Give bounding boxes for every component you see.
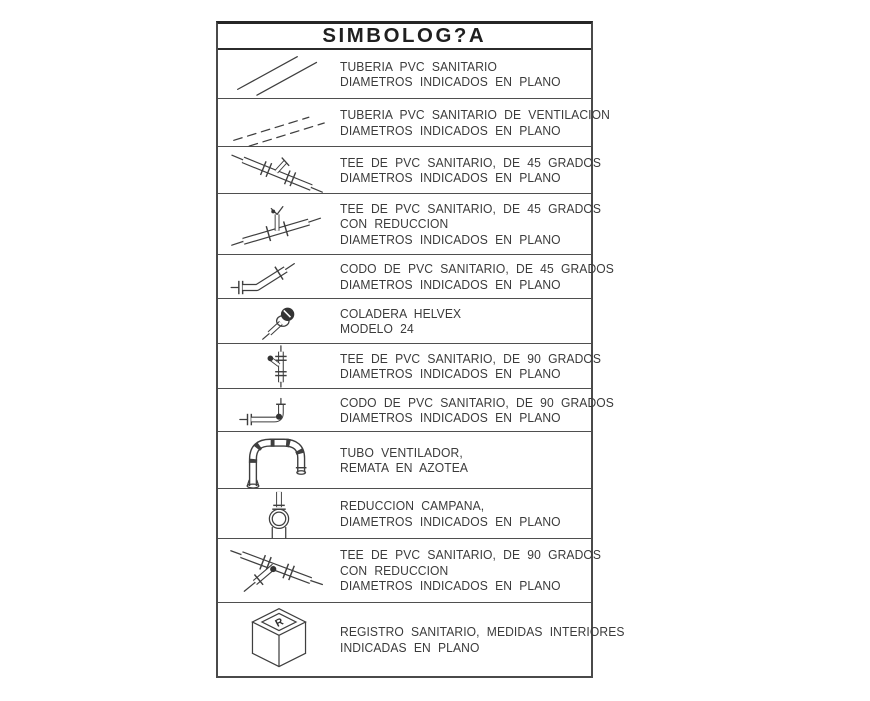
- row-text-line: TUBERIA PVC SANITARIO: [340, 58, 497, 74]
- row-text-line: TEE DE PVC SANITARIO, DE 45 GRADOS: [340, 200, 602, 216]
- row-text-line: TUBO VENTILADOR,: [340, 444, 463, 460]
- legend-row-tee-90: [218, 343, 602, 388]
- tee-90-icon: [218, 344, 340, 388]
- tubo-ventilador-icon: [218, 432, 340, 488]
- row-text-line: CODO DE PVC SANITARIO, DE 45 GRADOS: [340, 261, 614, 276]
- row-text-line: MODELO 24: [340, 321, 414, 336]
- registro-label: R: [273, 616, 286, 630]
- legend-row-registro-sanitario: [218, 602, 625, 676]
- tee-90-reduccion-icon: [218, 542, 340, 600]
- sanitary-pipe-solid-line-icon: [218, 49, 340, 99]
- legend-title: SIMBOLOG?A: [322, 24, 487, 47]
- row-text-line: DIAMETROS INDICADOS EN PLANO: [340, 74, 561, 89]
- tee-45-reduccion-icon: [218, 196, 340, 252]
- legend-header: [218, 24, 591, 50]
- row-text-line: TEE DE PVC SANITARIO, DE 45 GRADOS: [340, 154, 602, 170]
- legend-row-coladera: [218, 298, 591, 343]
- row-text-line: DIAMETROS INDICADOS EN PLANO: [340, 410, 561, 425]
- row-text-line: DIAMETROS INDICADOS EN PLANO: [340, 276, 561, 292]
- row-text-line: REMATA EN AZOTEA: [340, 460, 469, 475]
- row-text-line: DIAMETROS INDICADOS EN PLANO: [340, 231, 561, 247]
- codo-90-icon: [218, 389, 340, 431]
- legend-row-tee-90-reduccion: [218, 538, 602, 602]
- row-text-line: DIAMETROS INDICADOS EN PLANO: [340, 122, 561, 138]
- legend-row-tubo-ventilador: [218, 431, 591, 488]
- legend-row-codo-90: [218, 388, 614, 431]
- tee-45-icon: [218, 146, 340, 194]
- codo-45-icon: [218, 255, 340, 299]
- reduccion-campana-icon: [218, 489, 340, 539]
- legend-row-tuberia-ventilacion: [218, 98, 610, 146]
- row-text-line: REGISTRO SANITARIO, MEDIDAS INTERIORES: [340, 624, 625, 639]
- row-text-line: DIAMETROS INDICADOS EN PLANO: [340, 578, 561, 594]
- symbology-legend: [216, 21, 625, 678]
- legend-row-tee-45: [218, 146, 602, 193]
- legend-row-reduccion-campana: [218, 488, 591, 538]
- row-text-line: COLADERA HELVEX: [340, 305, 462, 321]
- row-text-line: DIAMETROS INDICADOS EN PLANO: [340, 513, 561, 529]
- registro-sanitario-icon: [218, 604, 340, 676]
- row-text-line: INDICADAS EN PLANO: [340, 639, 480, 655]
- coladera-icon: [218, 299, 340, 343]
- row-text-line: REDUCCION CAMPANA,: [340, 498, 485, 513]
- row-text-line: TEE DE PVC SANITARIO, DE 90 GRADOS: [340, 547, 602, 563]
- legend-row-codo-45: [218, 254, 614, 298]
- row-text-line: TUBERIA PVC SANITARIO DE VENTILACION: [340, 107, 610, 122]
- row-text-line: DIAMETROS INDICADOS EN PLANO: [340, 366, 561, 381]
- row-text-line: CON REDUCCION: [340, 562, 449, 578]
- legend-row-tuberia-sanitaria: [218, 50, 591, 98]
- vent-pipe-dashed-line-icon: [218, 98, 340, 148]
- row-text-line: DIAMETROS INDICADOS EN PLANO: [340, 170, 561, 185]
- legend-row-tee-45-reduccion: [218, 193, 602, 254]
- row-text-line: TEE DE PVC SANITARIO, DE 90 GRADOS: [340, 350, 602, 366]
- row-text-line: CODO DE PVC SANITARIO, DE 90 GRADOS: [340, 394, 614, 410]
- row-text-line: CON REDUCCION: [340, 216, 449, 232]
